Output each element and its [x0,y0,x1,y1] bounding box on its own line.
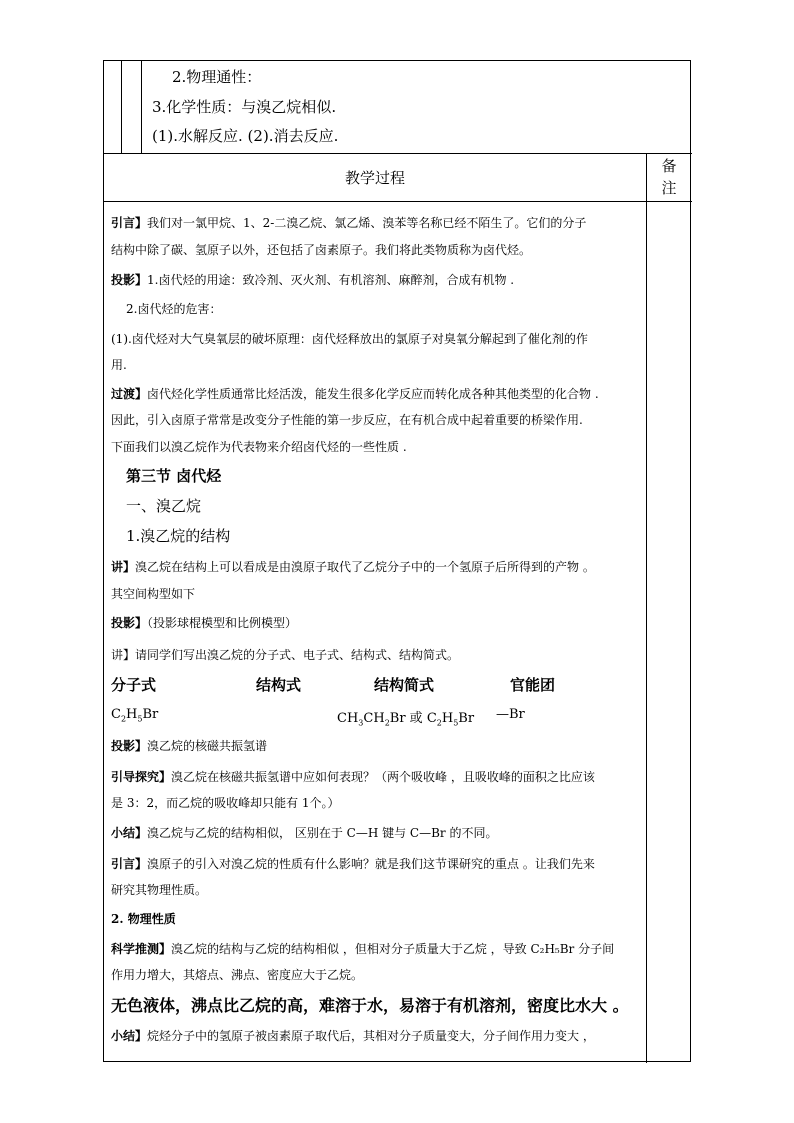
summary2-text: 烷烃分子中的氢原子被卤素原子取代后，其相对分子质量变大，分子间作用力变大 ， [147,1029,595,1043]
physical-property-heading: 2. 物理性质 [111,912,176,926]
intro2-text-2: 研究其物理性质。 [111,883,208,897]
condensed-formula [337,707,474,728]
teaching-process-title: 教学过程 [344,168,405,187]
reaction-line: (1).水解反应. (2).消去反应. [152,127,339,145]
header-divider [104,201,692,202]
s-br-or: Br 或 C [389,711,437,726]
guided-inquiry-text: 溴乙烷在核磁共振氢谱中应如何表现？（两个吸收峰 ，且吸收峰的面积之比应该 [171,770,595,784]
ozone-line-1: (1).卤代烃对大气臭氧层的破坏原理：卤代烃释放出的氯原子对臭氧分解起到了催化剂的作 [111,332,588,346]
projection-nmr [111,737,644,754]
guided-inquiry-text-2: 是 3：2，而乙烷的吸收峰却只能有 1个。） [111,796,340,810]
projection-label-3: 投影】 [111,739,148,753]
s-h: H [441,711,454,726]
lecture-text-2: 其空间构型如下 [111,587,196,601]
col-structural-formula: 结构式 [256,676,302,694]
projection-label-2: 投影】 [111,616,148,630]
f-2: 2 [120,714,127,724]
harm-heading: 2.卤代烃的危害： [126,302,222,316]
s-5: 5 [453,718,459,728]
projection-models-text: （投影球棍模型和比例模型） [147,616,298,630]
f-c: C [111,707,121,722]
lecture-text: 溴乙烷在结构上可以看成是由溴原子取代了乙烷分子中的一个氢原子后所得到的产物 。 [135,560,595,574]
transition-text-3: 下面我们以溴乙烷作为代表物来介绍卤代烃的一些性质 . [111,440,407,454]
f-br: Br [142,707,159,722]
notes-header-char2: 注 [661,179,677,197]
lecture-label: 讲】 [111,560,136,574]
physical-property-summary: 无色液体，沸点比乙烷的高，难溶于水，易溶于有机溶剂，密度比水大 。 [111,996,629,1015]
intro2-label: 引言】 [111,857,148,871]
transition-label: 过渡】 [111,387,148,401]
s-ch2: CH [363,711,385,726]
projection-label: 投影】 [111,273,148,287]
left-margin-line [121,61,122,153]
s-ch: CH [337,711,359,726]
notes-header-char1: 备 [661,157,677,175]
structure-heading: 1.溴乙烷的结构 [126,527,231,545]
col-functional-group: 官能团 [510,676,556,694]
transition-text-1: 卤代烃化学性质通常比烃活泼，能发生很多化学反应而转化成各种其他类型的化合物 . [147,387,599,401]
intro-label: 引言】 [111,216,148,230]
functional-group: —Br [496,707,525,722]
guess-text-2: 作用力增大，其熔点、沸点、密度应大于乙烷。 [111,968,364,982]
summary-1 [111,824,644,841]
chemical-property-line: 3.化学性质：与溴乙烷相似. [152,98,337,116]
note-column-divider [646,153,647,1063]
s-3: 3 [358,718,364,728]
intro-paragraph-2: 结构中除了碳、氢原子以外，还包括了卤素原子。我们将此类物质称为卤代烃。 [111,243,532,257]
molecular-formula [111,707,158,724]
col-condensed-formula: 结构简式 [374,676,435,694]
intro2-text: 溴原子的引入对溴乙烷的性质有什么影响？就是我们这节课研究的重点 。让我们先来 [147,857,595,871]
guess-text: 溴乙烷的结构与乙烷的结构相似 ，但相对分子质量大于乙烷 ，导致 C₂H₅Br 分子间 [171,942,615,956]
transition-paragraph [111,385,644,402]
ozone-line-2: 用. [111,358,127,372]
s-2b: 2 [436,718,442,728]
guided-inquiry-label: 引导探究】 [111,770,172,784]
projection-text: 1.卤代烃的用途：致冷剂、灭火剂、有机溶剂、麻醉剂，合成有机物 . [147,273,515,287]
inner-margin-line [141,61,142,153]
guided-inquiry [111,768,644,785]
top-section [150,61,645,153]
s-2: 2 [384,718,390,728]
intro-2 [111,855,644,872]
summary2-label: 小结】 [111,1029,148,1043]
section-heading: 第三节 卤代烃 [126,467,222,485]
f-h: H [126,707,138,722]
guess-label: 科学推测】 [111,942,172,956]
projection-nmr-text: 溴乙烷的核磁共振氢谱 [147,739,268,753]
lecture-paragraph [111,558,644,575]
notes-header [646,153,692,201]
intro-text: 我们对一氯甲烷、1、2-二溴乙烷、氯乙烯、溴苯等名称已经不陌生了。它们的分子 [147,216,587,230]
summary-text: 溴乙烷与乙烷的结构相似， 区别在于 C—H 键与 C—Br 的不同。 [147,826,498,840]
transition-text-2: 因此，引入卤原子常常是改变分子性能的第一步反应，在有机合成中起着重要的桥梁作用. [111,413,583,427]
s-br: Br [458,711,475,726]
subsection-heading: 一、溴乙烷 [126,497,202,515]
f-5: 5 [137,714,143,724]
col-molecular-formula: 分子式 [111,676,157,694]
projection-uses [111,271,644,288]
physical-property-line: 2.物理通性： [172,68,262,86]
summary-2 [111,1027,644,1044]
intro-paragraph [111,214,644,231]
scientific-guess [111,940,644,957]
lesson-table [103,60,691,1062]
projection-models [111,614,644,631]
ask-students: 讲】请同学们写出溴乙烷的分子式、电子式、结构式、结构简式。 [111,648,460,662]
summary-label: 小结】 [111,826,148,840]
